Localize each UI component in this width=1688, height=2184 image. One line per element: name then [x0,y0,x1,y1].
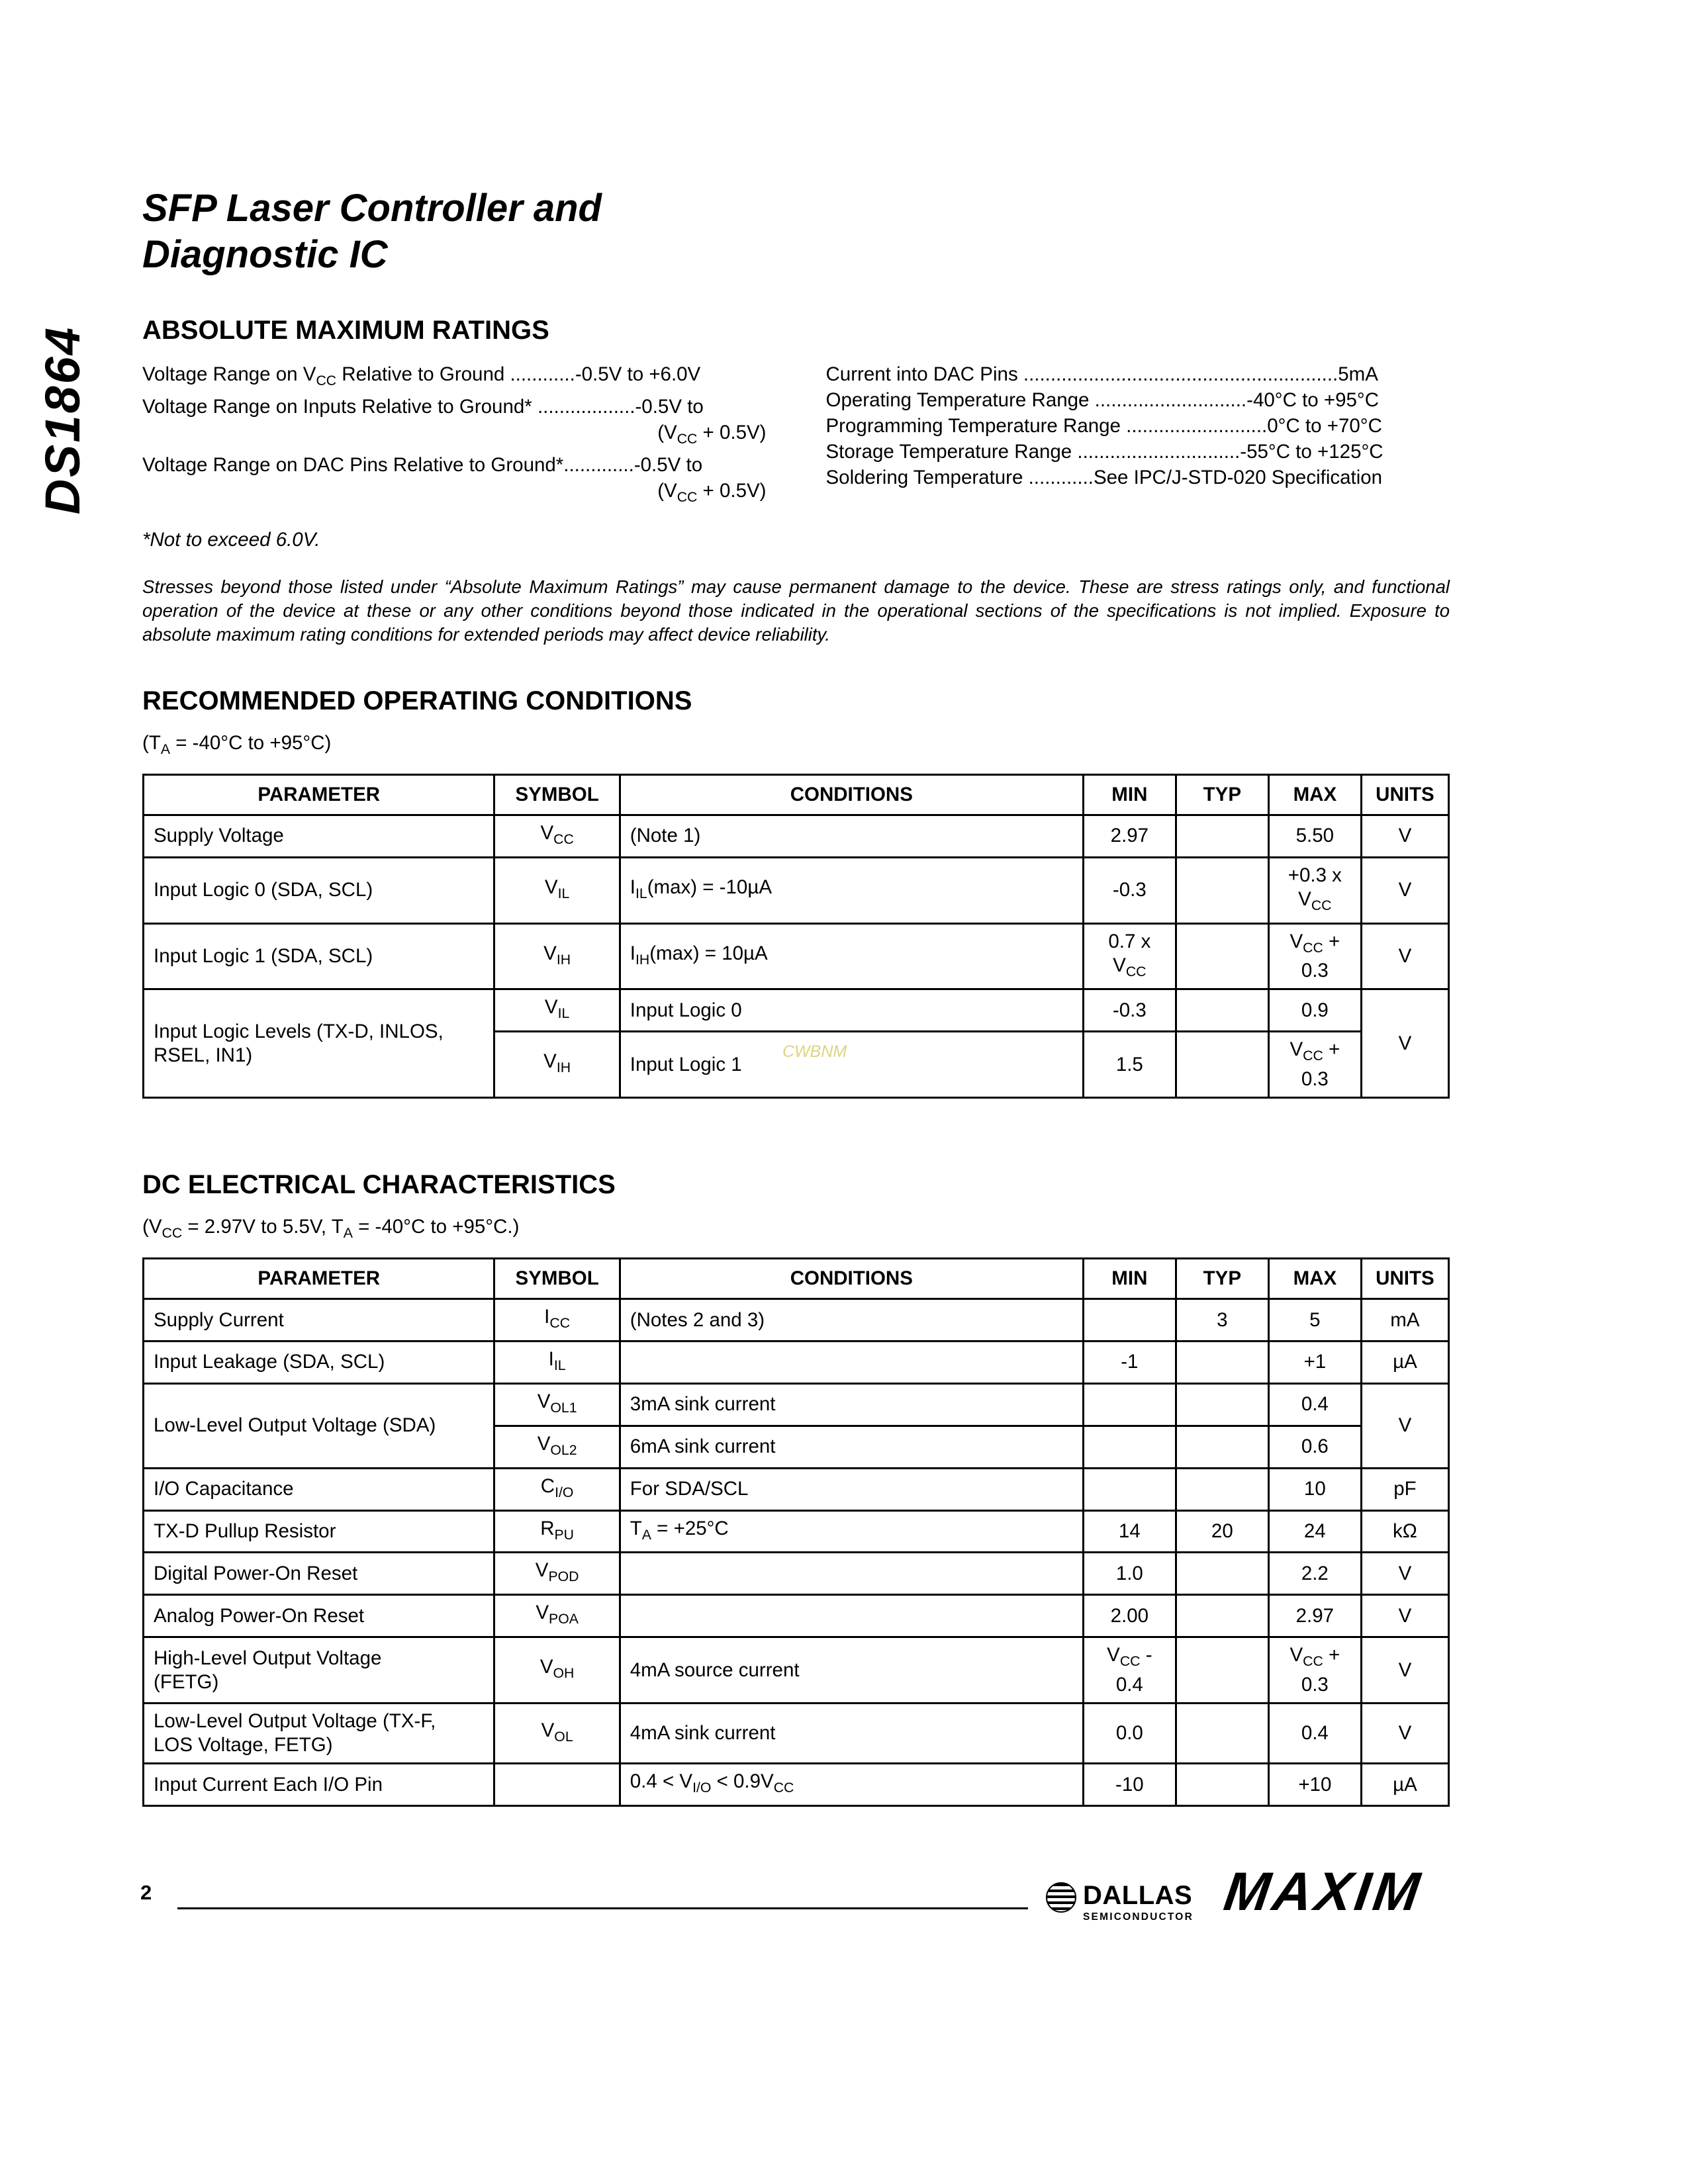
rating-line: Voltage Range on Inputs Relative to Ground* ..................-0.5V to [142,396,704,418]
abs-max-footnote: *Not to exceed 6.0V. [142,528,320,551]
table-cell: +10 [1268,1764,1361,1806]
column-header: MAX [1268,774,1361,815]
table-cell: I/O Capacitance [144,1468,494,1510]
table-cell: $V_{CC}$ + 0.3 [1268,1032,1361,1098]
table-cell: $V_{OL1}$ [494,1383,620,1426]
table-cell: $V_{OL2}$ [494,1426,620,1468]
column-header: UNITS [1361,774,1448,815]
table-cell [1176,1426,1268,1468]
table-cell: 2.00 [1083,1595,1176,1637]
table-cell: 5.50 [1268,815,1361,857]
table-cell: $C_{I/O}$ [494,1468,620,1510]
table-cell [620,1553,1083,1595]
table-cell: $I_{CC}$ [494,1299,620,1342]
table-cell: pF [1361,1468,1448,1510]
column-header: CONDITIONS [620,774,1083,815]
table-cell [1176,989,1268,1032]
table-cell: 0.4 [1268,1704,1361,1764]
table-cell: $V_{POD}$ [494,1553,620,1595]
table-cell: V [1361,1704,1448,1764]
rating-line: Current into DAC Pins ..........................................................5mA [825,363,1378,386]
table-cell: $V_{CC}$ - 0.4 [1083,1637,1176,1704]
column-header: PARAMETER [144,774,494,815]
table-row [144,857,1449,923]
table-row [144,1383,1449,1426]
table-cell: +1 [1268,1341,1361,1383]
table-cell: Input Logic 0 [620,989,1083,1032]
table-cell: 0.4 [1268,1383,1361,1426]
abs-max-disclaimer: Stresses beyond those listed under “Absolute Maximum Ratings” may cause permanent damage to the device. These are stress ratings only, and functional operation of the device at these or any other conditions beyond those indicated in the operational sections of the specifications is not implied. Exposure to absolute maximum rating conditions for extended periods may affect device reliability. [142,576,1450,645]
ratings-columns [142,361,1450,510]
table-cell: TX-D Pullup Resistor [144,1510,494,1553]
table-row [144,1553,1449,1595]
rating-line: Voltage Range on DAC Pins Relative to Ground*.............-0.5V to [142,453,703,476]
table-cell: 2.97 [1268,1595,1361,1637]
table-row [144,1299,1449,1342]
table-row [144,1595,1449,1637]
table-cell [1083,1468,1176,1510]
maxim-logo: MAXIM [1220,1862,1427,1922]
table-cell: For SDA/SCL [620,1468,1083,1510]
table-header-row [144,1259,1449,1299]
table-cell: (Notes 2 and 3) [620,1299,1083,1342]
dc-conditions-note: ($V_{CC} = 2.97V$ to 5.5V, $T_A = -40^\circ C$ to +95°C.) [142,1216,520,1242]
table-cell: 0.7 x $V_{CC}$ [1083,923,1176,989]
dallas-ball-icon [1046,1882,1076,1913]
table-cell: 14 [1083,1510,1176,1553]
table-cell: 3 [1176,1299,1268,1342]
column-header: UNITS [1361,1259,1448,1299]
dc-table [142,1257,1450,1807]
table-cell [1176,1764,1268,1806]
table-cell [620,1595,1083,1637]
page-title: SFP Laser Controller and Diagnostic IC [142,187,602,276]
table-cell: Supply Voltage [144,815,494,857]
rating-line: Voltage Range on $V_{CC}$ Relative to Ground ............-0.5V to +6.0V [142,363,701,389]
table-cell: V [1361,1637,1448,1704]
table-cell: V [1361,923,1448,989]
table-cell: $V_{CC}$ + 0.3 [1268,1637,1361,1704]
table-row [144,815,1449,857]
table-cell: Digital Power-On Reset [144,1553,494,1595]
table-cell: $V_{CC}$ + 0.3 [1268,923,1361,989]
table-cell: 2.2 [1268,1553,1361,1595]
table-cell: V [1361,815,1448,857]
table-cell: Input Logic 1 (SDA, SCL) [144,923,494,989]
table-cell: Low-Level Output Voltage (TX-F, LOS Voltage, FETG) [144,1704,494,1764]
table-cell: 24 [1268,1510,1361,1553]
page-number: 2 [140,1881,152,1904]
table-cell: 1.0 [1083,1553,1176,1595]
table-cell [1176,1553,1268,1595]
table-cell: V [1361,989,1448,1098]
column-header: MAX [1268,1259,1361,1299]
table-cell: $I_{IL}$ [494,1341,620,1383]
table-cell: $I_{IL}(\max) = -10\mu A$ [620,857,1083,923]
table-cell: (Note 1) [620,815,1083,857]
table-cell [1176,815,1268,857]
column-header: TYP [1176,774,1268,815]
table-cell [1176,1341,1268,1383]
table-cell: -10 [1083,1764,1176,1806]
column-header: CONDITIONS [620,1259,1083,1299]
table-row [144,1637,1449,1704]
rating-line: Storage Temperature Range ..............................-55°C to +125°C [825,441,1383,463]
part-number-vertical: DS1864 [35,326,90,515]
table-cell [494,1764,620,1806]
table-cell: $V_{IH}$ [494,1032,620,1098]
table-cell: V [1361,1595,1448,1637]
table-cell: -1 [1083,1341,1176,1383]
table-cell: Low-Level Output Voltage (SDA) [144,1383,494,1468]
table-cell: 6mA sink current [620,1426,1083,1468]
table-cell: Analog Power-On Reset [144,1595,494,1637]
section-recommended-operating-conditions [142,686,1450,1099]
table-cell: 0.6 [1268,1426,1361,1468]
table-cell [1083,1299,1176,1342]
dallas-logo-name: DALLAS [1083,1881,1193,1910]
table-cell: 10 [1268,1468,1361,1510]
ratings-right-column [826,361,1450,510]
section-absolute-maximum-ratings [142,316,1450,647]
page-content [142,185,1450,1807]
footer-rule [177,1883,1028,1909]
dallas-logo-text [1083,1882,1194,1923]
table-cell: 4mA source current [620,1637,1083,1704]
table-cell: $V_{IH}$ [494,923,620,989]
table-row [144,1764,1449,1806]
table-cell: +0.3 x $V_{CC}$ [1268,857,1361,923]
abs-max-heading: ABSOLUTE MAXIMUM RATINGS [142,316,549,345]
table-cell: 1.5 [1083,1032,1176,1098]
table-cell [1176,1383,1268,1426]
rating-line: Programming Temperature Range ..........................0°C to +70°C [825,415,1382,437]
table-cell: 0.9 [1268,989,1361,1032]
column-header: SYMBOL [494,774,620,815]
table-cell: V [1361,1383,1448,1468]
table-row [144,1468,1449,1510]
table-cell: kΩ [1361,1510,1448,1553]
table-cell: $V_{OL}$ [494,1704,620,1764]
table-cell: $R_{PU}$ [494,1510,620,1553]
table-cell [1176,1595,1268,1637]
rating-line: Soldering Temperature ............See IPC/J-STD-020 Specification [825,467,1383,489]
column-header: MIN [1083,774,1176,815]
table-cell: mA [1361,1299,1448,1342]
table-cell: $V_{OH}$ [494,1637,620,1704]
table-cell: 0.0 [1083,1704,1176,1764]
rating-line: Operating Temperature Range ............................-40°C to +95°C [825,389,1380,412]
column-header: SYMBOL [494,1259,620,1299]
table-cell: $V_{IL}$ [494,989,620,1032]
table-cell: Input Logic Levels (TX-D, INLOS, RSEL, IN1) [144,989,494,1098]
table-cell: Input Logic 0 (SDA, SCL) [144,857,494,923]
table-cell: $T_A = +25^\circ C$ [620,1510,1083,1553]
table-row [144,989,1449,1032]
table-row [144,1510,1449,1553]
table-cell: V [1361,857,1448,923]
table-cell: Supply Current [144,1299,494,1342]
table-cell [1176,857,1268,923]
table-row [144,923,1449,989]
table-cell: -0.3 [1083,857,1176,923]
dallas-logo-subtitle: SEMICONDUCTOR [1083,1911,1194,1923]
table-cell [1176,1468,1268,1510]
dallas-semiconductor-logo [1046,1882,1194,1923]
table-cell: µA [1361,1764,1448,1806]
table-row [144,1704,1449,1764]
table-cell: $V_{POA}$ [494,1595,620,1637]
table-cell: V [1361,1553,1448,1595]
column-header: TYP [1176,1259,1268,1299]
ratings-left-column [142,361,767,510]
table-cell [1083,1426,1176,1468]
table-cell: $V_{IL}$ [494,857,620,923]
table-cell [1176,1032,1268,1098]
table-cell: High-Level Output Voltage (FETG) [144,1637,494,1704]
table-cell: 4mA sink current [620,1704,1083,1764]
table-cell: 2.97 [1083,815,1176,857]
watermark-stamp: CWBNM [782,1042,847,1061]
rating-line: $(V_{CC} + 0.5V)$ [657,479,767,505]
table-cell: µA [1361,1341,1448,1383]
table-cell [1176,923,1268,989]
table-cell: -0.3 [1083,989,1176,1032]
table-cell: 3mA sink current [620,1383,1083,1426]
dc-heading: DC ELECTRICAL CHARACTERISTICS [142,1170,616,1200]
table-cell: $0.4 < V_{I/O} < 0.9V_{CC}$ [620,1764,1083,1806]
table-cell [1176,1704,1268,1764]
table-header-row [144,774,1449,815]
column-header: MIN [1083,1259,1176,1299]
table-cell [620,1341,1083,1383]
section-dc-electrical-characteristics [142,1170,1450,1807]
table-cell [1083,1383,1176,1426]
table-cell: Input Leakage (SDA, SCL) [144,1341,494,1383]
roc-conditions-note: ($T_A = -40^\circ C$ to +95°C) [142,731,332,757]
table-cell [1176,1637,1268,1704]
column-header: PARAMETER [144,1259,494,1299]
roc-heading: RECOMMENDED OPERATING CONDITIONS [142,686,692,715]
rating-line: $(V_{CC} + 0.5V)$ [657,422,767,447]
table-cell: Input Logic 1 [620,1032,1083,1098]
table-row [144,1341,1449,1383]
table-cell: Input Current Each I/O Pin [144,1764,494,1806]
table-cell: 5 [1268,1299,1361,1342]
table-cell: $I_{IH}(\max) = 10\mu A$ [620,923,1083,989]
table-cell: $V_{CC}$ [494,815,620,857]
table-cell: 20 [1176,1510,1268,1553]
